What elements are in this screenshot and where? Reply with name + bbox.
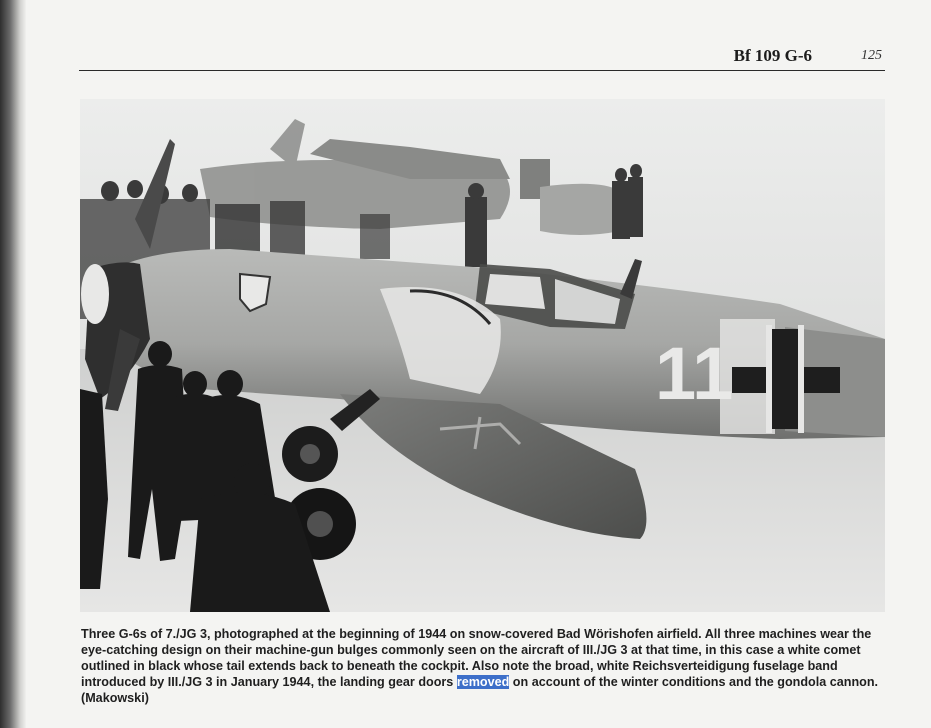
book-gutter-shadow [0,0,26,728]
header-rule [79,70,885,71]
photo-illustration [80,99,885,612]
page-number: 125 [861,48,882,63]
caption-text-after: on account of the winter conditions and the gondola cannon. (Makowski) [81,675,879,705]
running-head [79,44,884,72]
caption-highlighted-word[interactable]: removed [456,675,510,689]
photo-caption [81,626,887,706]
caption-text-before: Three G-6s of 7./JG 3, photographed at the beginning of 1944 on snow-covered Bad Wörishofen airfield. All three machines wear the eye-catching design on their machine-gun bulges commonly seen on the aircraft of III./JG 3 at that time, in this case a white comet outlined in black whose tail extends back to beneath the cockpit. Also note the broad, white Reichsverteidigung fuselage band introduced by III./JG 3 in January 1944, the landing gear doors [81,627,872,689]
running-head-title: Bf 109 G-6 [733,46,812,65]
aircraft-photograph [80,99,885,612]
balkenkreuz-horizontal [732,367,840,393]
fuselage-number: 11 [655,332,734,415]
